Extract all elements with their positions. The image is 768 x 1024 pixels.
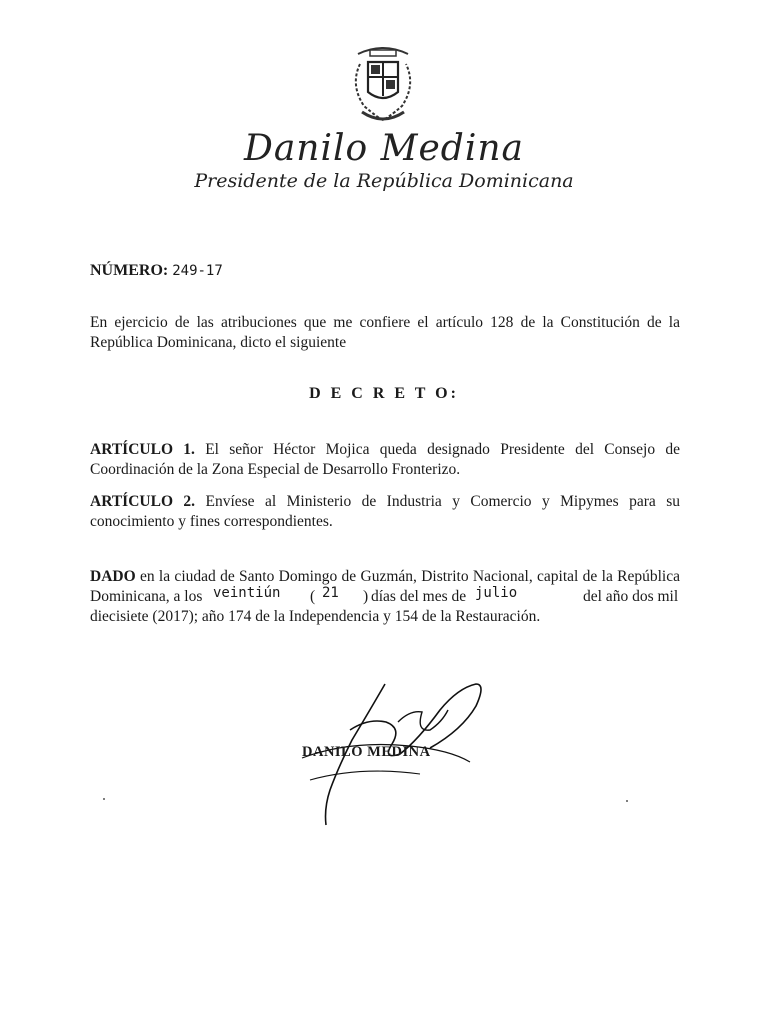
- coat-of-arms-seal: [338, 40, 428, 130]
- day-words-field: veintiún: [213, 585, 281, 601]
- decree-number: [90, 262, 223, 280]
- article-2: [90, 492, 680, 532]
- scan-speck: [103, 798, 105, 800]
- intro-paragraph: En ejercicio de las atribuciones que me confiere el artículo 128 de la Constitución de la República Dominicana, dicto el siguiente: [90, 314, 680, 351]
- dado-line-2: [90, 587, 680, 607]
- dado-line-3: diecisiete (2017); año 174 de la Independencia y 154 de la Restauración.: [90, 608, 541, 625]
- article-1-text: El señor Héctor Mojica queda designado Presidente del Consejo de Coordinación de la Zona Especial de Desarrollo Fronterizo.: [90, 441, 681, 478]
- signatory-name: DANILO MEDINA: [302, 744, 431, 760]
- letterhead-name: Danilo Medina: [243, 128, 525, 169]
- article-1: [90, 440, 680, 480]
- decree-number-value: 249-17: [172, 263, 223, 279]
- letterhead-title: Presidente de la República Dominicana: [194, 170, 574, 192]
- month-field: julio: [475, 585, 518, 601]
- article-2-label: ARTÍCULO 2.: [90, 493, 196, 510]
- dado-line-2-ano: del año dos mil: [583, 588, 679, 605]
- dado-label: DADO: [90, 568, 136, 585]
- decree-number-label: NÚMERO:: [90, 262, 169, 279]
- scan-speck: [626, 800, 628, 802]
- dado-line-2-open-paren: (: [310, 588, 316, 605]
- dado-line-1: [90, 567, 680, 587]
- article-1-label: ARTÍCULO 1.: [90, 441, 195, 458]
- dado-line-2-a: Dominicana, a los: [90, 588, 203, 605]
- dado-line-2-close-paren: ): [363, 588, 369, 605]
- dado-paragraph: [90, 567, 680, 627]
- dado-line-2-mes: días del mes de: [371, 588, 467, 605]
- day-number-field: 21: [322, 585, 339, 601]
- dado-line-1-text: en la ciudad de Santo Domingo de Guzmán, Distrito Nacional, capital de la República: [135, 568, 680, 585]
- decreto-heading: D E C R E T O:: [309, 385, 459, 402]
- article-2-text: Envíese al Ministerio de Industria y Comercio y Mipymes para su conocimiento y fines correspondientes.: [90, 493, 680, 530]
